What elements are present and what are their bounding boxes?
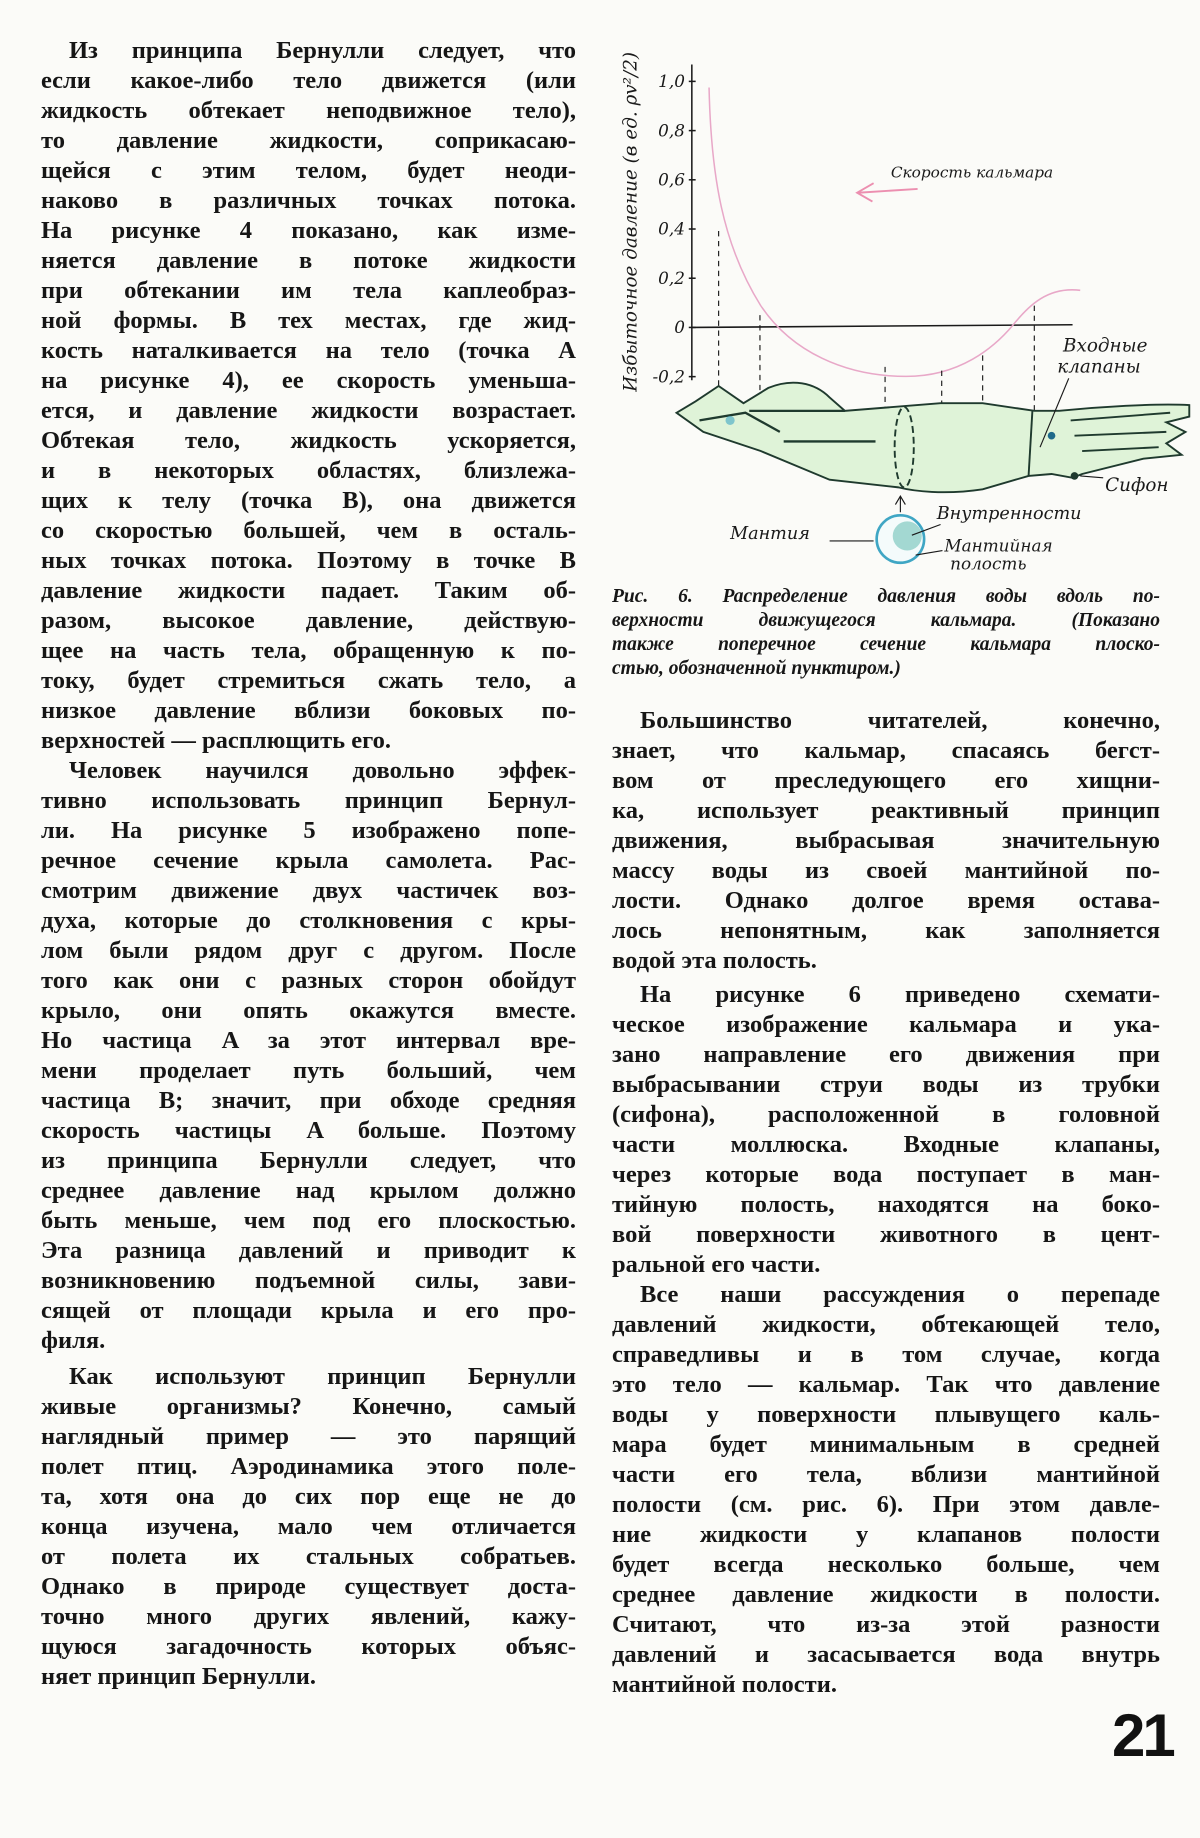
text-line: ческое изображение кальмара и ука- — [612, 1011, 1160, 1038]
text-line: воды у поверхности плывущего каль- — [612, 1401, 1160, 1428]
paragraph-pressure-difference — [612, 1280, 1160, 1700]
text-line: речное сечение крыла самолета. Рас- — [41, 847, 576, 874]
text-line: смотрим движение двух частичек воз- — [41, 877, 576, 904]
text-line: среднее давление над крылом должно — [41, 1177, 576, 1204]
inlet-valves-label-2: клапаны — [1057, 356, 1141, 378]
text-line: тивно использовать принцип Бернул- — [41, 787, 576, 814]
text-line: ли. На рисунке 5 изображено попе- — [41, 817, 576, 844]
mantle-label: Мантия — [730, 524, 810, 545]
text-line: на рисунке 4), ее скорость уменьша- — [41, 367, 576, 394]
text-line: движения, выбрасывая значительную — [612, 827, 1160, 854]
text-line: зано направление его движения при — [612, 1041, 1160, 1068]
pressure-curve — [709, 88, 1080, 377]
text-line: будет всегда несколько больше, чем — [612, 1551, 1160, 1578]
text-line: и в некоторых областях, близлежа- — [41, 457, 576, 484]
text-line: Эта разница давлений и приводит к — [41, 1237, 576, 1264]
text-line: Большинство читателей, конечно, — [640, 707, 1160, 734]
text-line: току, будет стремиться сжать тело, а — [41, 667, 576, 694]
text-line: наково в различных точках потока. — [41, 187, 576, 214]
text-line: скорость частицы A больше. Поэтому — [41, 1117, 576, 1144]
text-line: Из принципа Бернулли следует, что — [69, 37, 576, 64]
text-line: через которые вода поступает в ман- — [612, 1161, 1160, 1188]
text-line: низкое давление вблизи боковых по- — [41, 697, 576, 724]
text-line: Все наши рассуждения о перепаде — [640, 1281, 1160, 1308]
text-line: частица B; значит, при обходе средняя — [41, 1087, 576, 1114]
text-line: это тело — кальмар. Так что давление — [612, 1371, 1160, 1398]
text-line: сящей от площади крыла и его про- — [41, 1297, 576, 1324]
text-line: давление жидкости падает. Таким об- — [41, 577, 576, 604]
text-line: тийную полость, находятся на боко- — [612, 1191, 1160, 1218]
text-line: того как они с разных сторон обойдут — [41, 967, 576, 994]
inlet-valves-label: Входные — [1063, 335, 1148, 357]
text-line: щее на часть тела, обращенную к по- — [41, 637, 576, 664]
mantle-cavity-label: Мантийная — [944, 535, 1053, 556]
y-tick-label: 1,0 — [658, 71, 685, 92]
text-line: Человек научился довольно эффек- — [69, 757, 576, 784]
text-line: вом от преследующего его хищни- — [612, 767, 1160, 794]
text-line: также поперечное сечение кальмара плоско- — [612, 634, 1160, 655]
text-line: мантийной полости. — [612, 1671, 837, 1698]
text-line: кость наталкивается на тело (точка A — [41, 337, 576, 364]
text-line: точно много других явлений, кажу- — [41, 1603, 576, 1630]
text-line: живые организмы? Конечно, самый — [41, 1393, 576, 1420]
text-line: из принципа Бернулли следует, что — [41, 1147, 576, 1174]
text-line: щейся с этим телом, будет неоди- — [41, 157, 576, 184]
dashed-projection-lines — [719, 231, 1035, 413]
text-line: со скоростью большей, чем в осталь- — [41, 517, 576, 544]
text-line: ется, и давление жидкости возрастает. — [41, 397, 576, 424]
text-line: если какое-либо тело движется (или — [41, 67, 576, 94]
y-axis-label: Избыточное давление (в ед. ρv²/2) — [620, 51, 642, 392]
text-line: мара будет минимальным в средней — [612, 1431, 1160, 1458]
text-line: духа, которые до столкновения с кры- — [41, 907, 576, 934]
text-line: части моллюска. Входные клапаны, — [612, 1131, 1160, 1158]
text-line: Однако в природе существует доста- — [41, 1573, 576, 1600]
text-line: ных точках потока. Поэтому в точке B — [41, 547, 576, 574]
squid-pressure-figure — [600, 30, 1200, 582]
text-line: та, хотя она до сих пор еще не до — [41, 1483, 576, 1510]
viscera-label: Внутренности — [936, 504, 1082, 525]
text-line: ние жидкости у клапанов полости — [612, 1521, 1160, 1548]
text-line: Но частица A за этот интервал вре- — [41, 1027, 576, 1054]
text-line: верхностей — расплющить его. — [41, 727, 392, 754]
velocity-label: Скорость кальмара — [890, 163, 1054, 182]
text-line: На рисунке 4 показано, как изме- — [41, 217, 576, 244]
y-tick-label: 0,2 — [658, 267, 685, 288]
y-ticks — [652, 71, 695, 386]
text-line: щуюся загадочность которых объяс- — [41, 1633, 576, 1660]
page-number: 21 — [1112, 1702, 1173, 1769]
text-line: разом, высокое давление, действую- — [41, 607, 576, 634]
text-line: Рис. 6. Распределение давления воды вдоль по- — [612, 586, 1160, 607]
text-line: выбрасывании струи воды из трубки — [612, 1071, 1160, 1098]
paragraph-bernoulli-principle — [41, 36, 576, 756]
text-line: мени проделает путь больший, чем — [41, 1057, 576, 1084]
figure-caption — [612, 585, 1160, 681]
velocity-arrow-icon — [857, 183, 917, 201]
text-line: няет принцип Бернулли. — [41, 1663, 317, 1690]
paragraph-wing — [41, 756, 576, 1356]
y-tick-label: -0,2 — [652, 366, 685, 387]
text-line: знает, что кальмар, спасаясь бегст- — [612, 737, 1160, 764]
text-line: ральной его части. — [612, 1251, 821, 1278]
text-line: филя. — [41, 1327, 106, 1354]
text-line: массу воды из своей мантийной по- — [612, 857, 1160, 884]
text-line: лось непонятным, как заполняется — [612, 917, 1160, 944]
right-column — [612, 706, 1160, 1700]
text-line: лом были рядом друг с другом. После — [41, 937, 576, 964]
text-line: ной формы. В тех местах, где жид- — [41, 307, 576, 334]
mantle-cavity-label-2: полость — [950, 553, 1027, 574]
paragraph-living-organisms — [41, 1362, 576, 1692]
text-line: от полета их стальных собратьев. — [41, 1543, 576, 1570]
zero-line — [692, 325, 1073, 328]
text-line: полет птиц. Аэродинамика этого поле- — [41, 1453, 576, 1480]
text-line: На рисунке 6 приведено схемати- — [640, 981, 1160, 1008]
paragraph-squid-jet — [612, 706, 1160, 976]
text-line: возникновению подъемной силы, зави- — [41, 1267, 576, 1294]
text-line: среднее давление жидкости в полости. — [612, 1581, 1160, 1608]
text-line: водой эта полость. — [612, 947, 817, 974]
text-line: полости (см. рис. 6). При этом давле- — [612, 1491, 1160, 1518]
text-line: крыло, они опять окажутся вместе. — [41, 997, 576, 1024]
left-column — [41, 36, 576, 1692]
text-line: давлений жидкости, обтекающей тело, — [612, 1311, 1160, 1338]
text-line: лости. Однако долгое время остава- — [612, 887, 1160, 914]
y-tick-label: 0 — [674, 317, 685, 338]
text-line: части его тела, вблизи мантийной — [612, 1461, 1160, 1488]
y-tick-label: 0,4 — [658, 218, 685, 239]
text-line: няется давление в потоке жидкости — [41, 247, 576, 274]
text-line: (сифона), расположенной в головной — [612, 1101, 1160, 1128]
text-line: наглядный пример — это парящий — [41, 1423, 576, 1450]
text-line: справедливы и в том случае, когда — [612, 1341, 1160, 1368]
text-line: стью, обозначенной пунктиром.) — [612, 658, 901, 679]
text-line: щих к телу (точка B), она движется — [41, 487, 576, 514]
text-line: Обтекая тело, жидкость ускоряется, — [41, 427, 576, 454]
y-tick-label: 0,6 — [658, 169, 685, 190]
text-line: при обтекании им тела каплеобраз- — [41, 277, 576, 304]
text-line: быть меньше, чем под его плоскостью. — [41, 1207, 576, 1234]
text-line: верхности движущегося кальмара. (Показано — [612, 610, 1160, 631]
paragraph-figure-6 — [612, 980, 1160, 1280]
text-line: давлений и засасывается вода внутрь — [612, 1641, 1160, 1668]
y-tick-label: 0,8 — [658, 120, 685, 141]
text-line: вой поверхности животного в цент- — [612, 1221, 1160, 1248]
siphon-label: Сифон — [1105, 475, 1169, 497]
text-line: Считают, что из-за этой разности — [612, 1611, 1160, 1638]
text-line: то давление жидкости, соприкасаю- — [41, 127, 576, 154]
text-line: жидкость обтекает неподвижное тело), — [41, 97, 576, 124]
text-line: конца изучена, мало чем отличается — [41, 1513, 576, 1540]
text-line: ка, использует реактивный принцип — [612, 797, 1160, 824]
text-line: Как используют принцип Бернулли — [69, 1363, 576, 1390]
